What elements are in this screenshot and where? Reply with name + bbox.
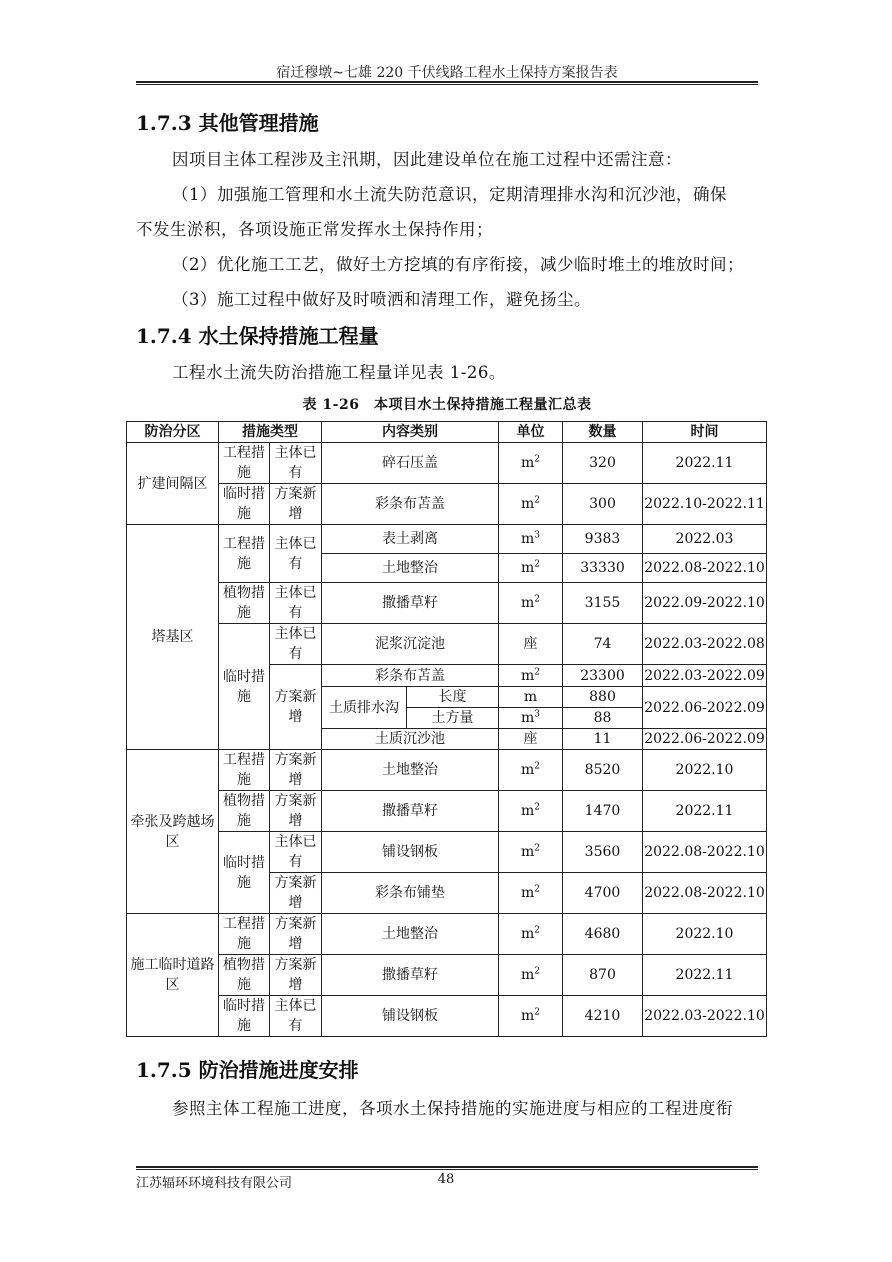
type-cell: 植物措施 — [219, 791, 270, 832]
table-row — [127, 525, 767, 554]
unit-cell: $m^2$ — [499, 791, 563, 832]
header-rule-thin — [136, 84, 758, 85]
subcontent-cell: 土方量 — [407, 708, 499, 729]
section-heading-1-7-3: 1.7.3 其他管理措施 — [136, 111, 319, 135]
zone-cell: 牵张及跨越场区 — [127, 750, 219, 914]
qty-cell: 4680 — [563, 914, 643, 955]
unit-cell: $m^2$ — [499, 832, 563, 873]
unit-cell: $m^2$ — [499, 955, 563, 996]
content-cell: 土地整治 — [322, 554, 499, 583]
qty-cell: 74 — [563, 624, 643, 665]
unit-cell: $m^2$ — [499, 443, 563, 484]
unit-cell: $m^2$ — [499, 750, 563, 791]
source-cell: 方案新增 — [270, 665, 322, 750]
time-cell: 2022.08-2022.10 — [643, 832, 767, 873]
table-row — [127, 832, 767, 873]
zone-cell: 扩建间隔区 — [127, 443, 219, 525]
qty-cell: 3155 — [563, 583, 643, 624]
paragraph-item-2: （2）优化施工工艺，做好土方挖填的有序衔接，减少临时堆土的堆放时间； — [172, 255, 744, 274]
qty-cell: 1470 — [563, 791, 643, 832]
content-cell: 泥浆沉淀池 — [322, 624, 499, 665]
page-header-title: 宿迁穆墩~七雄 220 千伏线路工程水土保持方案报告表 — [276, 65, 618, 81]
footer-rule-thick — [136, 1166, 758, 1168]
section-heading-1-7-5: 1.7.5 防治措施进度安排 — [136, 1058, 359, 1082]
time-cell: 2022.08-2022.10 — [643, 554, 767, 583]
unit-cell: 座 — [499, 624, 563, 665]
table-header-row — [127, 422, 767, 443]
qty-cell: 33330 — [563, 554, 643, 583]
source-cell: 方案新增 — [270, 873, 322, 914]
type-cell: 临时措施 — [219, 484, 270, 525]
zone-cell: 塔基区 — [127, 525, 219, 750]
content-cell: 撒播草籽 — [322, 791, 499, 832]
content-cell: 撒播草籽 — [322, 583, 499, 624]
time-cell: 2022.08-2022.10 — [643, 873, 767, 914]
content-cell: 铺设钢板 — [322, 832, 499, 873]
qty-cell: 11 — [563, 729, 643, 750]
source-cell: 方案新增 — [270, 791, 322, 832]
table-row — [127, 750, 767, 791]
header-unit: 单位 — [499, 422, 563, 443]
qty-cell: 300 — [563, 484, 643, 525]
table-wrapper — [126, 421, 766, 1037]
table-row — [127, 996, 767, 1037]
qty-cell: 320 — [563, 443, 643, 484]
unit-cell: $m^2$ — [499, 914, 563, 955]
content-cell: 铺设钢板 — [322, 996, 499, 1037]
header-qty: 数量 — [563, 422, 643, 443]
content-cell: 土质排水沟 — [322, 687, 407, 729]
unit-cell: $m^2$ — [499, 554, 563, 583]
page-body — [130, 104, 765, 1126]
zone-cell: 施工临时道路区 — [127, 914, 219, 1037]
type-cell: 工程措施 — [219, 914, 270, 955]
unit-cell: $m^2$ — [499, 583, 563, 624]
paragraph-item-1: （1）加强施工管理和水土流失防范意识，定期清理排水沟和沉沙池，确保 — [172, 185, 727, 204]
qty-cell: 88 — [563, 708, 643, 729]
paragraph-item-1-cont: 不发生淤积，各项设施正常发挥水土保持作用； — [136, 220, 493, 239]
unit-cell: m — [499, 687, 563, 708]
table-row — [127, 443, 767, 484]
type-cell: 工程措施 — [219, 750, 270, 791]
time-cell: 2022.09-2022.10 — [643, 583, 767, 624]
content-cell: 碎石压盖 — [322, 443, 499, 484]
content-cell: 土地整治 — [322, 750, 499, 791]
qty-cell: 8520 — [563, 750, 643, 791]
table-row — [127, 624, 767, 665]
type-cell: 临时措施 — [219, 832, 270, 914]
time-cell: 2022.03-2022.10 — [643, 996, 767, 1037]
type-cell: 植物措施 — [219, 955, 270, 996]
qty-cell: 870 — [563, 955, 643, 996]
time-cell: 2022.10 — [643, 750, 767, 791]
paragraph-intro-1-7-4: 工程水土流失防治措施工程量详见表 1-26。 — [172, 363, 506, 382]
footer-company: 江苏辐环环境科技有限公司 — [136, 1176, 293, 1191]
header-time: 时间 — [643, 422, 767, 443]
type-cell: 工程措施 — [219, 443, 270, 484]
qty-cell: 9383 — [563, 525, 643, 554]
unit-cell: 座 — [499, 729, 563, 750]
content-cell: 土地整治 — [322, 914, 499, 955]
time-cell: 2022.03-2022.08 — [643, 624, 767, 665]
content-cell: 彩条布铺垫 — [322, 873, 499, 914]
header-content: 内容类别 — [322, 422, 499, 443]
qty-cell: 4210 — [563, 996, 643, 1037]
content-cell: 彩条布苫盖 — [322, 665, 499, 687]
time-cell: 2022.11 — [643, 791, 767, 832]
table-row — [127, 484, 767, 525]
unit-cell: $m^2$ — [499, 873, 563, 914]
paragraph-intro-1-7-3: 因项目主体工程涉及主汛期，因此建设单位在施工过程中还需注意： — [172, 150, 682, 169]
type-cell: 临时措施 — [219, 996, 270, 1037]
source-cell: 方案新增 — [270, 484, 322, 525]
time-cell: 2022.03 — [643, 525, 767, 554]
time-cell: 2022.06-2022.09 — [643, 687, 767, 729]
type-cell: 临时措施 — [219, 624, 270, 750]
table-row — [127, 791, 767, 832]
source-cell: 主体已有 — [270, 583, 322, 624]
measures-summary-table — [126, 421, 767, 1037]
header-rule-thick — [136, 81, 758, 83]
source-cell: 主体已有 — [270, 525, 322, 583]
page-number: 48 — [437, 1172, 455, 1187]
source-cell: 方案新增 — [270, 914, 322, 955]
content-cell: 土质沉沙池 — [322, 729, 499, 750]
table-row — [127, 955, 767, 996]
content-cell: 彩条布苫盖 — [322, 484, 499, 525]
time-cell: 2022.03-2022.09 — [643, 665, 767, 687]
footer-rule-thin — [136, 1169, 758, 1170]
unit-cell: $m^2$ — [499, 665, 563, 687]
content-cell: 表土剥离 — [322, 525, 499, 554]
qty-cell: 23300 — [563, 665, 643, 687]
unit-cell: $m^3$ — [499, 525, 563, 554]
unit-cell: $m^2$ — [499, 484, 563, 525]
source-cell: 主体已有 — [270, 996, 322, 1037]
content-cell: 撒播草籽 — [322, 955, 499, 996]
qty-cell: 880 — [563, 687, 643, 708]
header-zone: 防治分区 — [127, 422, 219, 443]
paragraph-item-3: （3）施工过程中做好及时喷洒和清理工作，避免扬尘。 — [172, 290, 591, 309]
source-cell: 主体已有 — [270, 624, 322, 665]
qty-cell: 3560 — [563, 832, 643, 873]
table-caption: 表 1-26 本项目水土保持措施工程量汇总表 — [302, 397, 592, 413]
source-cell: 方案新增 — [270, 750, 322, 791]
time-cell: 2022.11 — [643, 443, 767, 484]
time-cell: 2022.06-2022.09 — [643, 729, 767, 750]
table-row — [127, 914, 767, 955]
source-cell: 主体已有 — [270, 443, 322, 484]
time-cell: 2022.11 — [643, 955, 767, 996]
source-cell: 主体已有 — [270, 832, 322, 873]
type-cell: 植物措施 — [219, 583, 270, 624]
source-cell: 方案新增 — [270, 955, 322, 996]
type-cell: 工程措施 — [219, 525, 270, 583]
time-cell: 2022.10-2022.11 — [643, 484, 767, 525]
time-cell: 2022.10 — [643, 914, 767, 955]
header-type: 措施类型 — [219, 422, 322, 443]
paragraph-intro-1-7-5: 参照主体工程施工进度，各项水土保持措施的实施进度与相应的工程进度衔 — [172, 1099, 733, 1118]
subcontent-cell: 长度 — [407, 687, 499, 708]
qty-cell: 4700 — [563, 873, 643, 914]
unit-cell: $m^2$ — [499, 996, 563, 1037]
unit-cell: $m^3$ — [499, 708, 563, 729]
section-heading-1-7-4: 1.7.4 水土保持措施工程量 — [136, 324, 379, 348]
table-row — [127, 583, 767, 624]
